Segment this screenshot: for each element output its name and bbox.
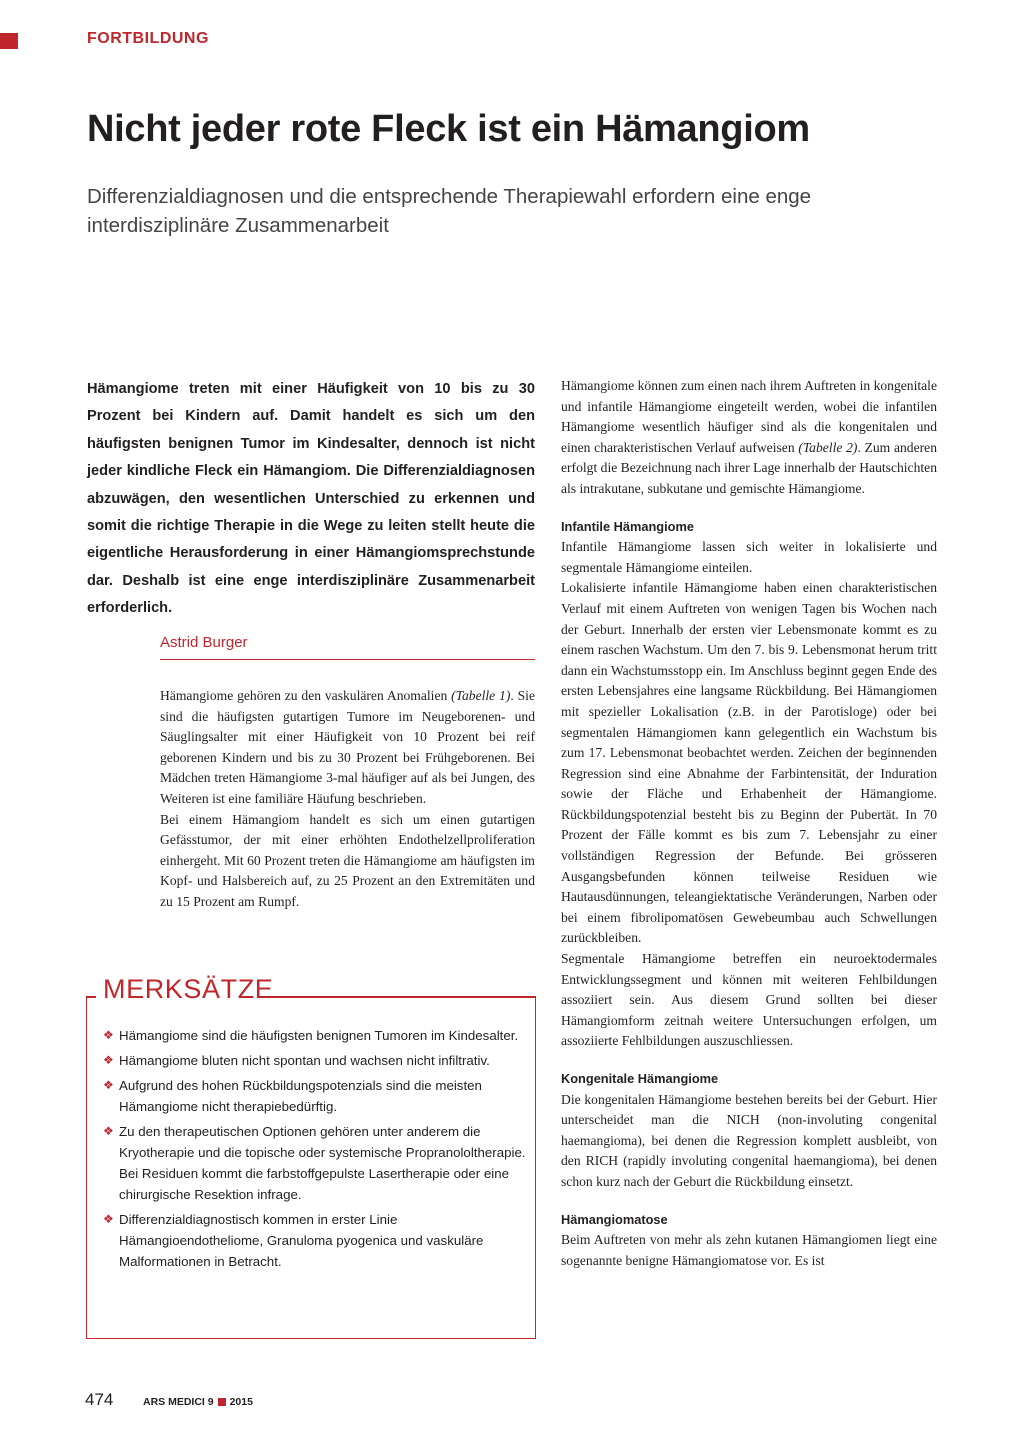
list-item: [103, 1075, 528, 1117]
subheading-congenital: Kongenitale Hämangiome: [561, 1071, 719, 1086]
subheading-haemangiomatosis: Hämangiomatose: [561, 1211, 668, 1227]
body-paragraph: Segmentale Hämangiome betreffen ein neuroektodermales Entwicklungssegment und können mit weiteren Fehlbildungen assoziiert sein. Aus diesem Grund sollten bei dieser Hämangiomform zeitnah weitere Untersuchungen erfolgen, um assoziierte Fehlbildungen auszuschliessen.: [561, 951, 937, 1049]
table-reference: (Tabelle 1): [451, 688, 511, 703]
diamond-bullet-icon: ❖: [103, 1078, 114, 1092]
body-paragraph: Bei einem Hämangiom handelt es sich um einen gutartigen Gefässtumor, der mit einer erhöhten Endothelzellproliferation einhergeht. Mit 60 Prozent treten die Hämangiome am häufigsten im Kopf- und Halsbereich auf, zu 25 Prozent an den Extremitäten und zu 15 Prozent am Rumpf.: [160, 811, 535, 909]
article-title: Nicht jeder rote Fleck ist ein Hämangiom: [87, 108, 810, 150]
section-label: FORTBILDUNG: [87, 30, 209, 47]
body-text: Hämangiome gehören zu den vaskulären Anomalien: [160, 688, 452, 703]
page-number: 474: [85, 1390, 114, 1409]
author-name: Astrid Burger: [160, 634, 248, 651]
body-text: . Sie sind die häufigsten gutartigen Tumore im Neugeborenen- und Säuglingsalter mit einer Häufigkeit von 10 Prozent bei reif geborenen Kindern und bis zu 30 Prozent bei Frühgeborenen. Bei Mädchen treten Hämangiome 3-mal häufiger auf als bei Jungen, des Weiteren ist eine familiäre Häufung beschrieben.: [160, 688, 535, 806]
body-paragraph: [561, 376, 937, 500]
body-paragraph: Beim Auftreten von mehr als zehn kutanen Hämangiomen liegt eine sogenannte benigne Hämangiomatose vor. Es ist: [561, 1232, 937, 1268]
footer-journal: [143, 1396, 253, 1408]
list-item: [103, 1025, 528, 1046]
key-points-title: MERKSÄTZE: [103, 974, 274, 1004]
list-item-text: Differenzialdiagnostisch kommen in erster Linie Hämangioendotheliome, Granuloma pyogenica und vaskuläre Malformationen in Betracht.: [119, 1212, 484, 1269]
diamond-bullet-icon: ❖: [103, 1053, 114, 1067]
body-column-left: [160, 686, 535, 913]
diamond-bullet-icon: ❖: [103, 1212, 114, 1226]
list-item-text: Hämangiome sind die häufigsten benignen Tumoren im Kindesalter.: [119, 1028, 519, 1043]
list-item-text: Zu den therapeutischen Optionen gehören unter anderem die Kryotherapie und die topische oder systemische Propranololtherapie. Bei Residuen kommt die farbstoffgepulste Lasertherapie oder eine chirurgische Resektion infrage.: [119, 1124, 526, 1202]
body-paragraph: Lokalisierte infantile Hämangiome haben einen charakteristischen Verlauf mit einem Auftreten von wenigen Tagen bis Wochen nach der Geburt. Innerhalb der ersten vier Lebensmonate kommt es zu einem raschen Wachstum. Um den 7. bis 9. Lebensmonat herum tritt dann ein Wachstumsstopp ein. Im Anschluss beginnt gegen Ende des ersten Lebensjahres eine langsame Rückbildung. Bei Hämangiomen mit spezieller Lokalisation (z.B. in der Parotisloge) oder bei segmentalen Hämangiomen kann gelegentlich ein Wachstum bis zum 17. Lebensmonat beobachtet werden. Zeichen der beginnenden Regression sind eine Abnahme der Farbintensität, der Induration sowie der Fläche und Erhabenheit der Hämangiome. Rückbildungspotenzial besteht bis zu Beginn der Pubertät. In 70 Prozent der Fälle kommt es bis zum 7. Lebensjahr zu einer vollständigen Regression der Befunde. Bei grösseren Ausgangsbefunden können teilweise Residuen wie Hautausdünnungen, teleangiektatische Veränderungen, Narben oder bei einem fibrolipomatösen Gewebeumbau auch Schwellungen zurückbleiben.: [561, 580, 937, 946]
body-text: Hämangiome können zum einen nach ihrem Auftreten in kongenitale und infantile Hämangiome eingeteilt werden, wobei die infantilen Hämangiome wesentlich häufiger sind als die kongenitalen und einen charakteristischen Verlauf aufweisen: [561, 378, 937, 455]
journal-year: 2015: [229, 1396, 253, 1408]
list-item-text: Aufgrund des hohen Rückbildungspotenzials sind die meisten Hämangiome nicht therapiebedürftig.: [119, 1078, 482, 1114]
diamond-bullet-icon: ❖: [103, 1124, 114, 1138]
list-item: [103, 1050, 528, 1071]
author-divider: [160, 659, 535, 660]
body-text: . Zum anderen erfolgt die Bezeichnung nach ihrer Lage innerhalb der Hautschichten als intrakutane, subkutane und gemischte Hämangiome.: [561, 439, 937, 496]
body-paragraph: Infantile Hämangiome lassen sich weiter in lokalisierte und segmentale Hämangiome einteilen.: [561, 539, 937, 575]
body-paragraph: Die kongenitalen Hämangiome bestehen bereits bei der Geburt. Hier unterscheidet man die NICH (non-involuting congenital haemangioma), bei denen die Regression komplett ausbleibt, von den RICH (rapidly involuting congenital haemangioma), bei denen schon kurz nach der Geburt die Rückbildung einsetzt.: [561, 1091, 937, 1189]
list-item: [103, 1121, 528, 1205]
list-item: [103, 1209, 528, 1272]
subheading-infantile: Infantile Hämangiome: [561, 518, 694, 534]
list-item-text: Hämangiome bluten nicht spontan und wachsen nicht infiltrativ.: [119, 1053, 490, 1068]
key-points-list: [103, 1025, 528, 1276]
corner-accent-mark: [0, 33, 18, 49]
journal-name: ARS MEDICI 9: [143, 1396, 214, 1408]
lead-paragraph: Hämangiome treten mit einer Häufigkeit von 10 bis zu 30 Prozent bei Kindern auf. Damit handelt es sich um den häufigsten benignen Tumor im Kindesalter, dennoch ist nicht jeder kindliche Fleck ein Hämangiom. Die Differenzialdiagnosen abzuwägen, den wesentlichen Unterschied zu erkennen und somit die richtige Therapie in die Wege zu leiten stellt heute die eigentliche Herausforderung in einer Hämangiomsprechstunde dar. Deshalb ist eine enge interdisziplinäre Zusammenarbeit erforderlich.: [87, 381, 535, 617]
diamond-bullet-icon: ❖: [103, 1028, 114, 1042]
body-paragraph: [160, 686, 535, 810]
table-reference: (Tabelle 2): [798, 439, 858, 455]
body-column-right: [561, 376, 937, 1271]
square-separator-icon: [218, 1398, 226, 1406]
article-subtitle: Differenzialdiagnosen und die entsprechende Therapiewahl erfordern eine enge interdisziplinäre Zusammenarbeit: [87, 185, 812, 237]
